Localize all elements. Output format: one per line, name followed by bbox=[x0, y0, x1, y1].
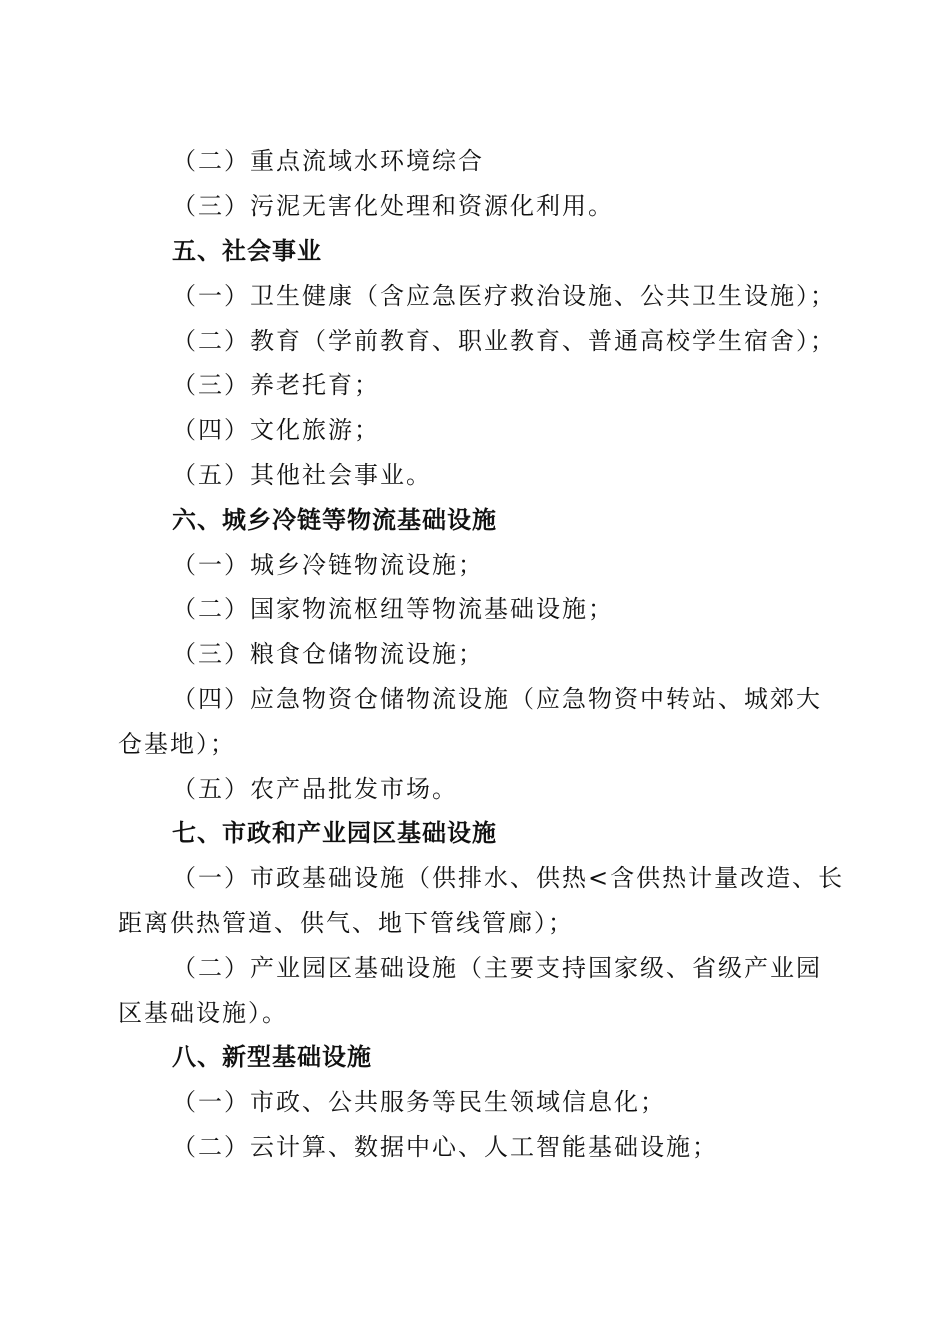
list-item-continuation: 距离供热管道、供气、地下管线管廊）； bbox=[118, 909, 574, 937]
list-item: （二）产业园区基础设施（主要支持国家级、省级产业园 bbox=[172, 954, 822, 982]
list-item: （一）城乡冷链物流设施； bbox=[172, 551, 484, 579]
section-heading: 八、新型基础设施 bbox=[172, 1043, 372, 1071]
list-item: （一）卫生健康（含应急医疗救治设施、公共卫生设施）； bbox=[172, 282, 836, 310]
list-item: （五）其他社会事业。 bbox=[172, 461, 432, 489]
list-item: （三）养老托育； bbox=[172, 371, 380, 399]
list-item: （四）应急物资仓储物流设施（应急物资中转站、城郊大 bbox=[172, 685, 822, 713]
list-item: （三）污泥无害化处理和资源化利用。 bbox=[172, 192, 614, 220]
list-item: （二）国家物流枢纽等物流基础设施； bbox=[172, 595, 614, 623]
list-item: （四）文化旅游； bbox=[172, 416, 380, 444]
list-item: （一）市政基础设施（供排水、供热<含供热计量改造、长 bbox=[172, 864, 845, 892]
list-item: （二）重点流域水环境综合 bbox=[172, 147, 484, 175]
list-item-continuation: 区基础设施）。 bbox=[118, 999, 288, 1027]
list-item-continuation: 仓基地）； bbox=[118, 730, 236, 758]
list-item: （一）市政、公共服务等民生领域信息化； bbox=[172, 1088, 666, 1116]
list-item: （三）粮食仓储物流设施； bbox=[172, 640, 484, 668]
list-item: （二）教育（学前教育、职业教育、普通高校学生宿舍）； bbox=[172, 327, 836, 355]
section-heading: 七、市政和产业园区基础设施 bbox=[172, 819, 497, 847]
section-heading: 六、城乡冷链等物流基础设施 bbox=[172, 506, 497, 534]
list-item: （五）农产品批发市场。 bbox=[172, 775, 458, 803]
section-heading: 五、社会事业 bbox=[172, 237, 322, 265]
list-item: （二）云计算、数据中心、人工智能基础设施； bbox=[172, 1133, 718, 1161]
